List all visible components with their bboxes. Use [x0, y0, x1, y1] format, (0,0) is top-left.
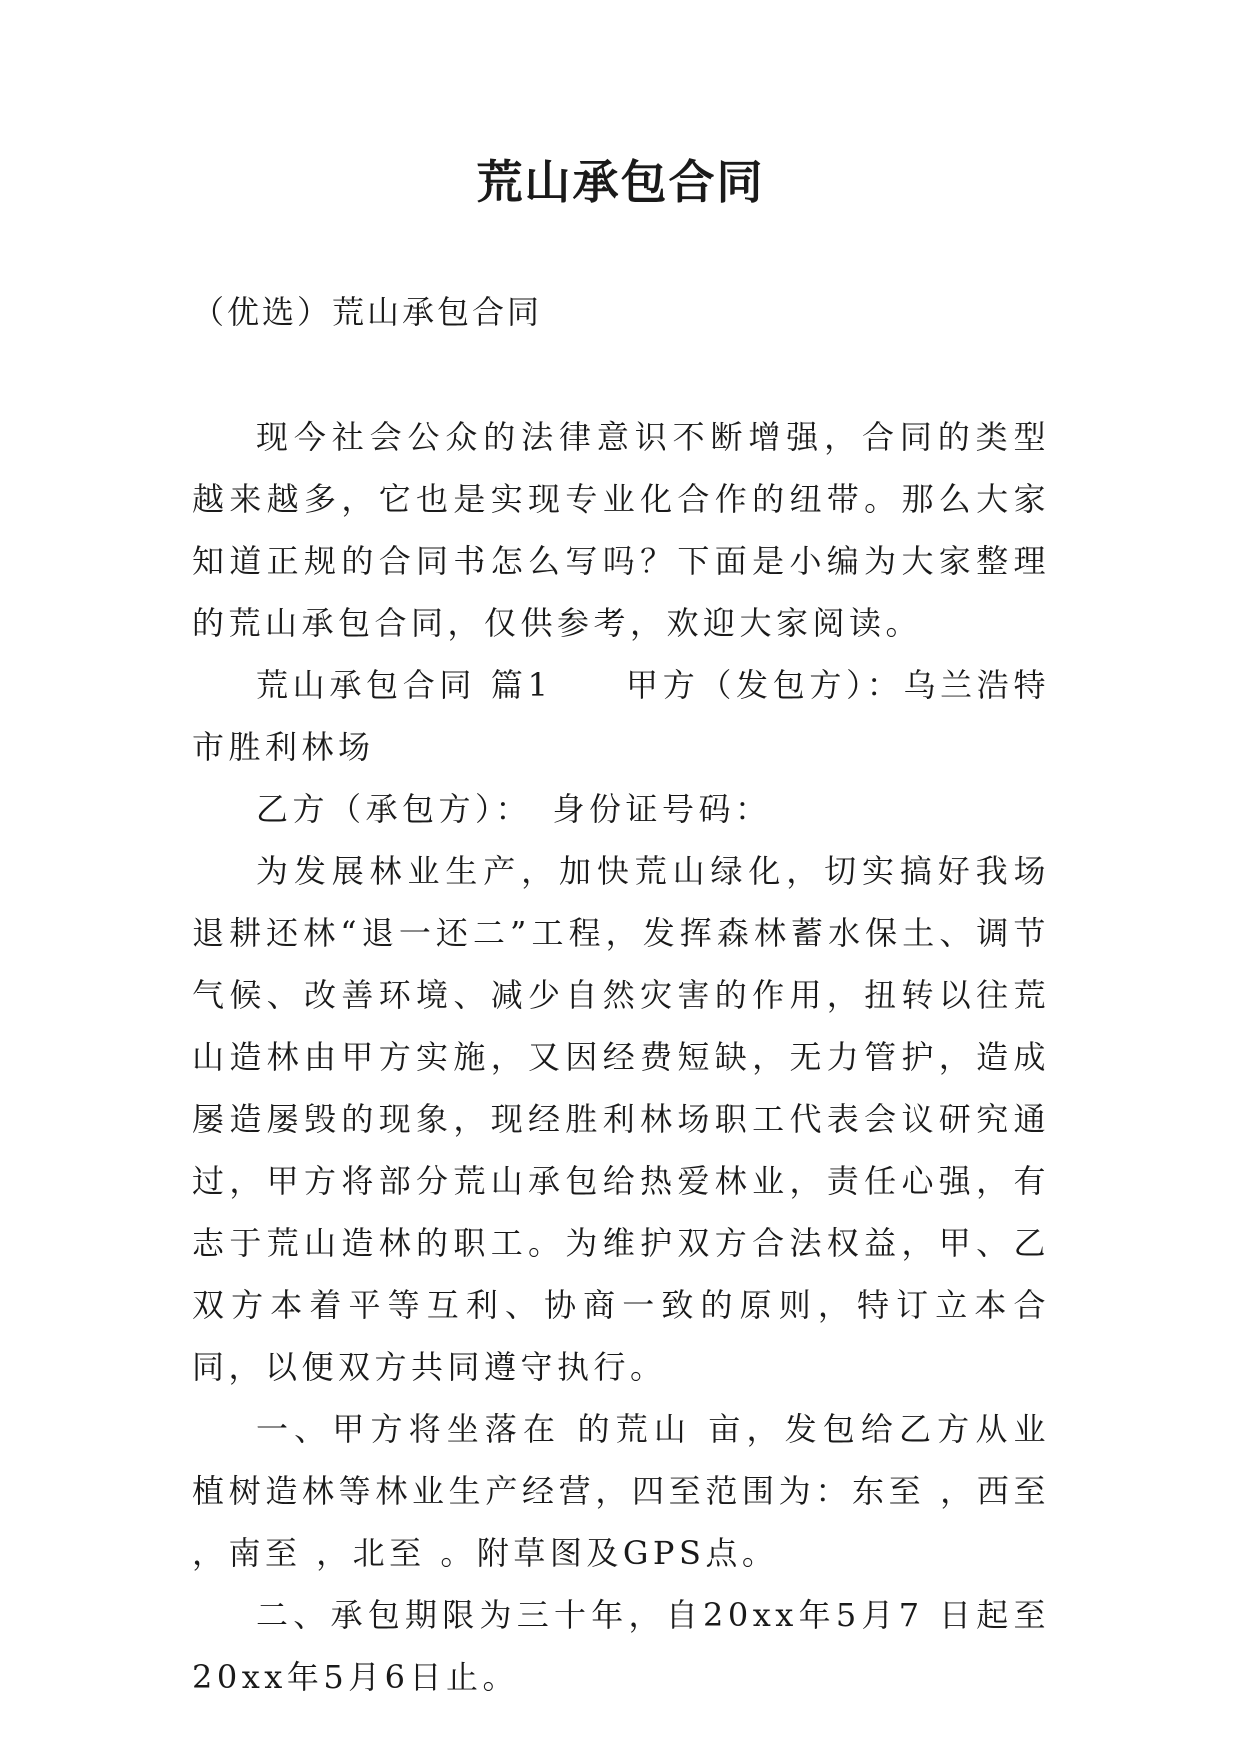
paragraph-party-a: 荒山承包合同 篇1 甲方（发包方）：乌兰浩特市胜利林场	[192, 666, 1050, 766]
paragraph-purpose: 为发展林业生产，加快荒山绿化，切实搞好我场退耕还林“退一还二”工程，发挥森林蓄水保土、调节气候、改善环境、减少自然灾害的作用，扭转以往荒山造林由甲方实施，又因经费短缺，无力管护，造成屡造屡毁的现象，现经胜利林场职工代表会议研究通过，甲方将部分荒山承包给热爱林业，责任心强，有志于荒山造林的职工。为维护双方合法权益，甲、乙双方本着平等互利、协商一致的原则，特订立本合同，以便双方共同遵守执行。	[192, 852, 1050, 1386]
paragraph-party-b: 乙方（承包方）： 身份证号码：	[256, 790, 772, 828]
paragraph-clause-2: 二、承包期限为三十年，自20xx年5月7 日起至20xx年5月6日止。	[192, 1596, 1050, 1696]
document-title: 荒山承包合同	[476, 155, 765, 209]
paragraph-clause-1: 一、甲方将坐落在 的荒山 亩，发包给乙方从业植树造林等林业生产经营，四至范围为：东至 ，西至 ，南至 ，北至 。附草图及GPS点。	[192, 1410, 1050, 1572]
document-body	[192, 406, 1050, 1708]
document-subtitle: （优选）荒山承包合同	[192, 293, 543, 331]
paragraph-intro: 现今社会公众的法律意识不断增强，合同的类型越来越多，它也是实现专业化合作的纽带。那么大家知道正规的合同书怎么写吗？下面是小编为大家整理的荒山承包合同，仅供参考，欢迎大家阅读。	[192, 418, 1050, 642]
